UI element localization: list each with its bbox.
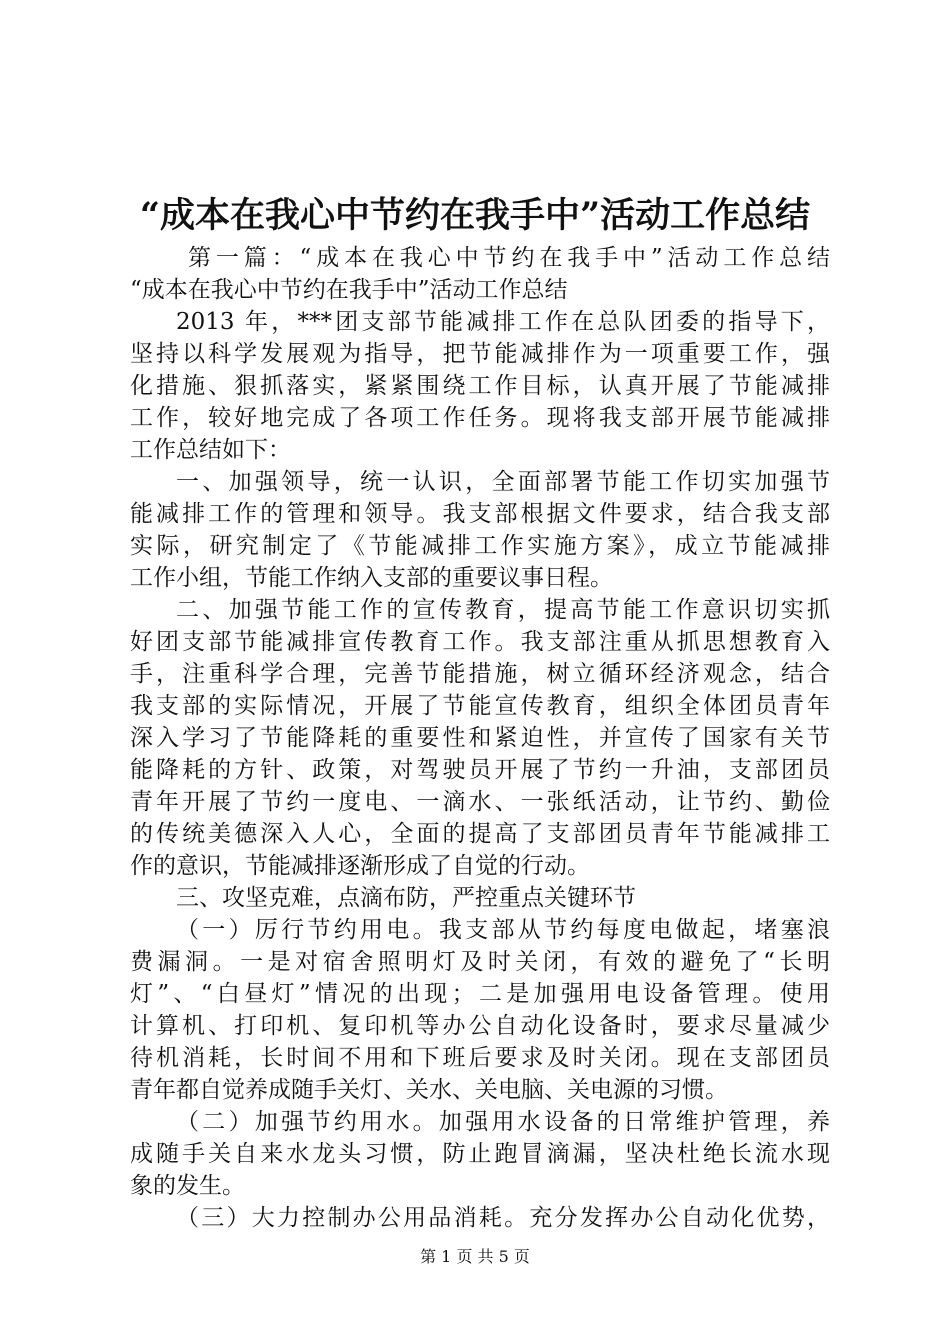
text-line: 青年都自觉养成随手关灯、关水、关电脑、关电源的习惯。 [130,1077,728,1103]
text-line: （三）大力控制办公用品消耗。充分发挥办公自动化优势， [176,1205,830,1231]
text-line: 第一篇：“成本在我心中节约在我手中”活动工作总结 [188,245,830,271]
text-line: 成随手关自来水龙头习惯，防止跑冒滴漏，坚决杜绝长流水现 [130,1141,830,1167]
text-line: 能降耗的方针、政策，对驾驶员开展了节约一升油，支部团员 [130,757,830,783]
text-line: 化措施、狠抓落实，紧紧围绕工作目标，认真开展了节能减排 [130,373,830,399]
text-line: 能减排工作的管理和领导。我支部根据文件要求，结合我支部 [130,501,830,527]
document-title: “成本在我心中节约在我手中”活动工作总结 [139,195,811,236]
text-line: 工作总结如下： [130,437,291,463]
text-line: （二）加强节约用水。加强用水设备的日常维护管理，养 [176,1109,830,1135]
document-body [130,242,830,1234]
text-line: 三、攻坚克难，点滴布防，严控重点关键环节 [176,885,636,911]
text-line: 待机消耗，长时间不用和下班后要求及时关闭。现在支部团员 [130,1045,830,1071]
text-line: 青年开展了节约一度电、一滴水、一张纸活动，让节约、勤俭 [130,789,830,815]
text-line: 的传统美德深入人心，全面的提高了支部团员青年节能减排工 [130,821,830,847]
text-line: 一、加强领导，统一认识，全面部署节能工作切实加强节 [176,469,830,495]
text-line: 好团支部节能减排宣传教育工作。我支部注重从抓思想教育入 [130,629,830,655]
page-footer: 第 1 页 共 5 页 [420,1247,530,1266]
text-line: 作的意识，节能减排逐渐形成了自觉的行动。 [130,853,590,879]
text-line: 工作，较好地完成了各项工作任务。现将我支部开展节能减排 [130,405,830,431]
text-line: 工作小组，节能工作纳入支部的重要议事日程。 [130,565,613,591]
text-line: 灯”、“白昼灯”情况的出现；二是加强用电设备管理。使用 [130,981,830,1007]
text-line: “成本在我心中节约在我手中”活动工作总结 [130,277,568,303]
text-line: 象的发生。 [130,1173,245,1199]
text-line: （一）厉行节约用电。我支部从节约每度电做起，堵塞浪 [176,917,830,943]
text-line: 实际，研究制定了《节能减排工作实施方案》，成立节能减排 [130,533,830,559]
text-line: 手，注重科学合理，完善节能措施，树立循环经济观念，结合 [130,661,830,687]
text-line: 2013 年，***团支部节能减排工作在总队团委的指导下， [176,309,830,335]
text-line: 计算机、打印机、复印机等办公自动化设备时，要求尽量减少 [130,1013,830,1039]
text-line: 费漏洞。一是对宿舍照明灯及时关闭，有效的避免了“长明 [130,949,830,975]
text-line: 深入学习了节能降耗的重要性和紧迫性，并宣传了国家有关节 [130,725,830,751]
text-line: 坚持以科学发展观为指导，把节能减排作为一项重要工作，强 [130,341,830,367]
text-line: 二、加强节能工作的宣传教育，提高节能工作意识切实抓 [176,597,830,623]
text-line: 我支部的实际情况，开展了节能宣传教育，组织全体团员青年 [130,693,830,719]
